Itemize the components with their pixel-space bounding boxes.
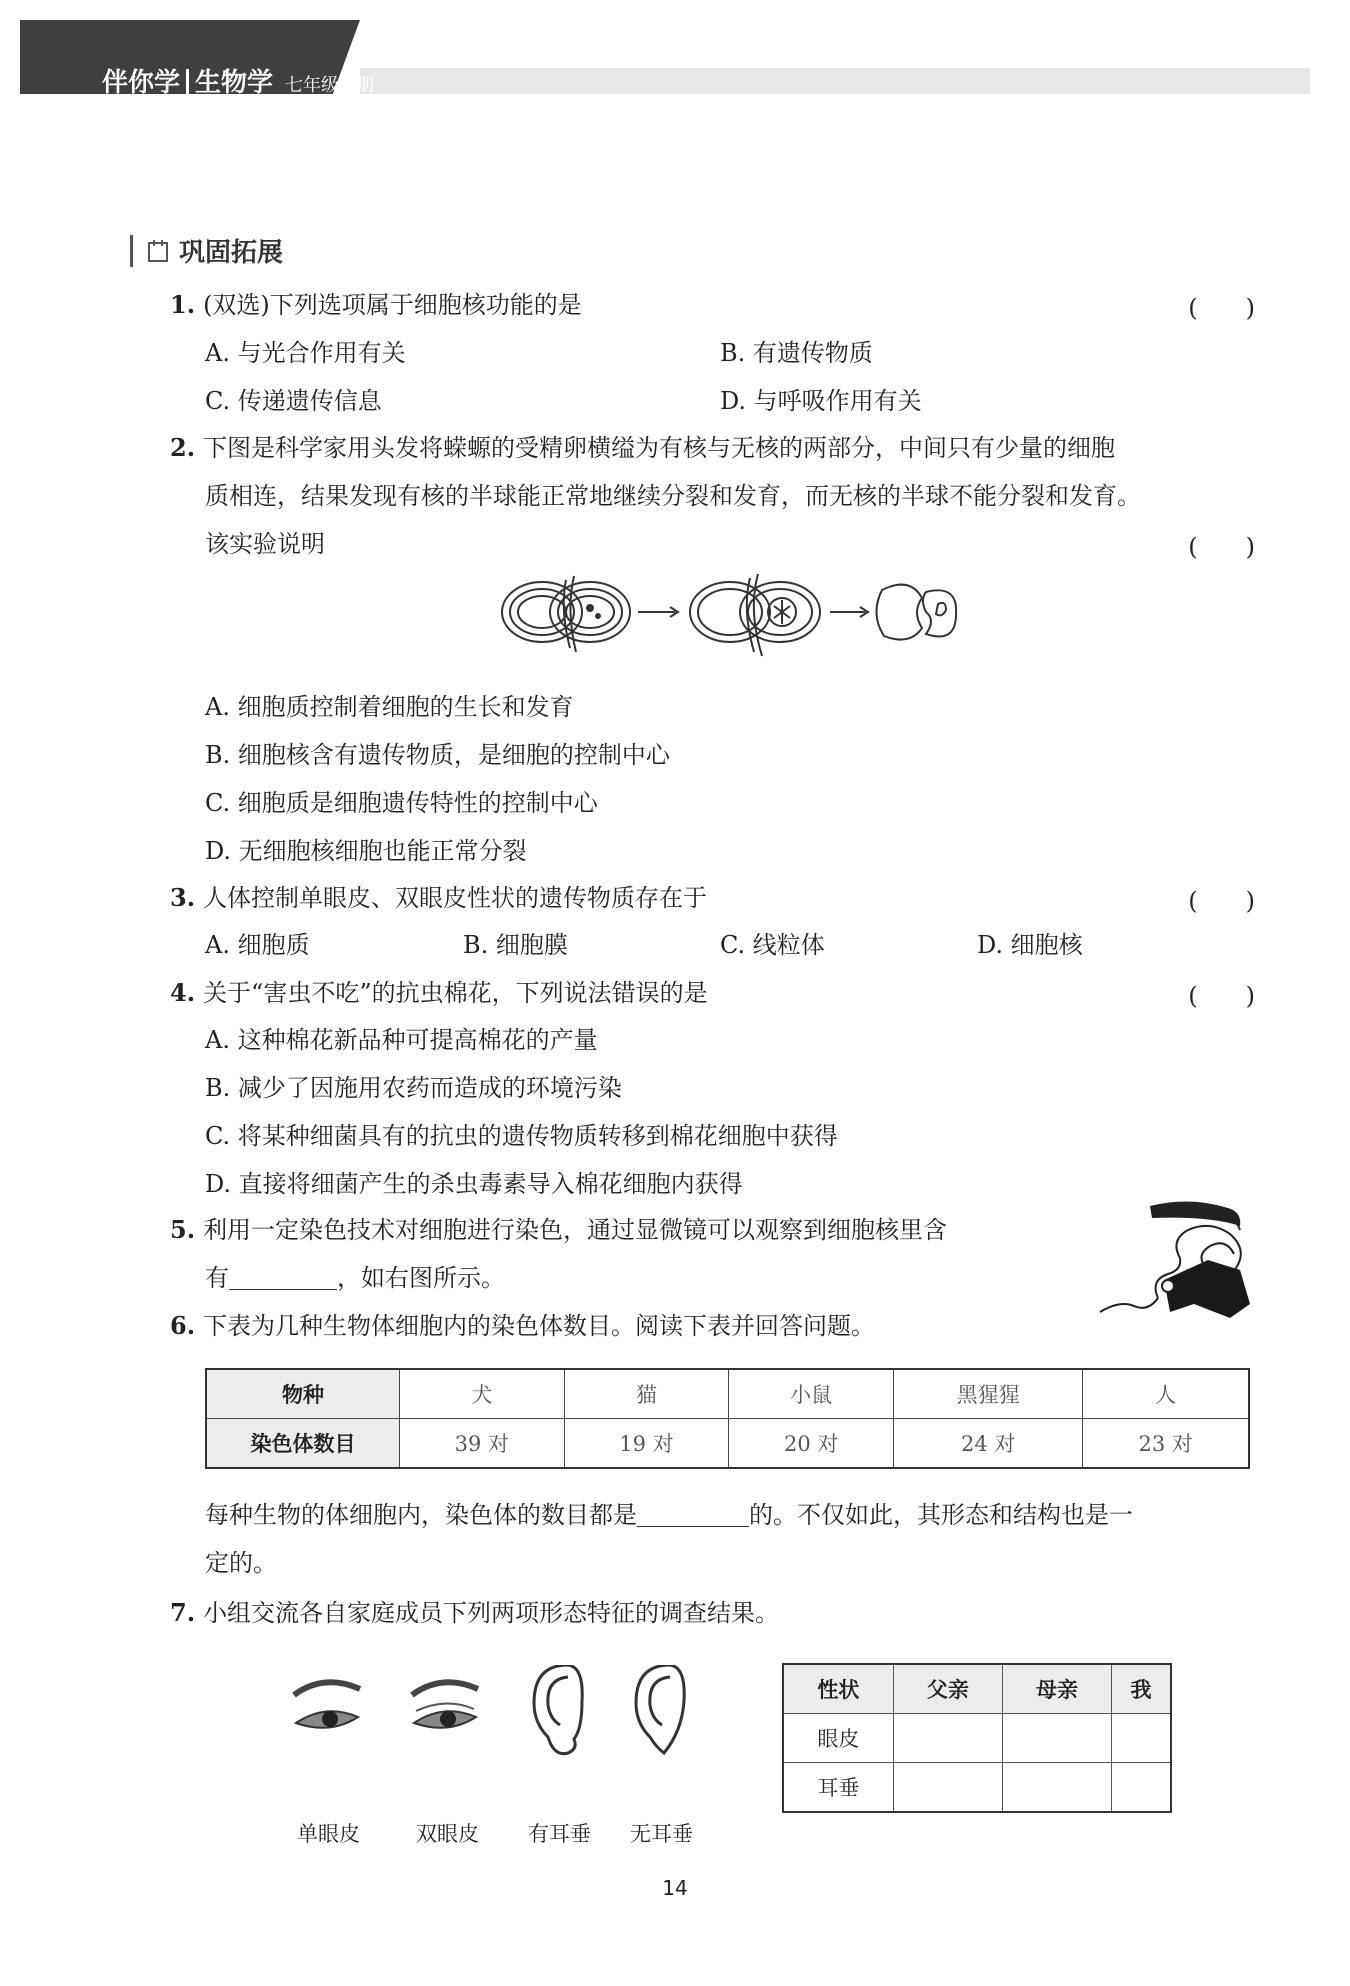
species-row — [206, 1369, 1249, 1419]
count-cell: 24 对 — [894, 1419, 1083, 1469]
q1-option-c[interactable]: C. 传递遗传信息 — [205, 387, 382, 415]
header-subject: 生物学 — [195, 68, 274, 98]
answer-cell[interactable] — [1002, 1763, 1111, 1813]
q6-followup-line1: 每种生物的体细胞内，染色体的数目都是 的。不仅如此，其形态和结构也是一 — [205, 1501, 1133, 1529]
father-header: 父亲 — [893, 1664, 1002, 1714]
answer-cell[interactable] — [893, 1714, 1002, 1763]
q2-option-a[interactable]: A. 细胞质控制着细胞的生长和发育 — [205, 693, 574, 721]
q2-option-d[interactable]: D. 无细胞核细胞也能正常分裂 — [205, 837, 527, 865]
q2-stem-line2: 质相连，结果发现有核的半球能正常地继续分裂和发育，而无核的半球不能分裂和发育。 — [205, 482, 1141, 510]
trait-header-row — [783, 1664, 1171, 1714]
count-cell: 23 对 — [1083, 1419, 1249, 1469]
caption-single-eyelid: 单眼皮 — [297, 1822, 360, 1846]
q1-option-a[interactable]: A. 与光合作用有关 — [205, 339, 406, 367]
earlobe-row — [783, 1763, 1171, 1813]
header-grade: 七年级上册 — [285, 75, 376, 96]
caption-double-eyelid: 双眼皮 — [416, 1822, 479, 1846]
page-number: 14 — [662, 1876, 688, 1900]
section-title: 巩固拓展 — [179, 238, 284, 268]
chromosome-count-table — [205, 1368, 1250, 1469]
q3-stem: 3. 人体控制单眼皮、双眼皮性状的遗传物质存在于 — [170, 883, 708, 912]
q5-stem-line2: 有 ，如右图所示。 — [205, 1264, 505, 1292]
trait-illustrations — [290, 1665, 690, 1775]
caption-without-earlobe: 无耳垂 — [630, 1822, 693, 1846]
q1-stem: 1. (双选)下列选项属于细胞核功能的是 — [170, 290, 582, 319]
q3-answer-paren[interactable]: ( ) — [1188, 887, 1255, 915]
q4-stem: 4. 关于“害虫不吃”的抗虫棉花，下列说法错误的是 — [170, 978, 708, 1007]
count-header: 染色体数目 — [206, 1419, 400, 1469]
q3-option-d[interactable]: D. 细胞核 — [977, 931, 1083, 959]
ear-without-lobe-image — [636, 1665, 684, 1753]
q6-answer-blank[interactable] — [637, 1502, 749, 1527]
species-cell: 人 — [1083, 1369, 1249, 1419]
q1-answer-paren[interactable]: ( ) — [1188, 294, 1255, 322]
q2-option-c[interactable]: C. 细胞质是细胞遗传特性的控制中心 — [205, 789, 598, 817]
species-cell: 小鼠 — [729, 1369, 894, 1419]
count-cell: 39 对 — [400, 1419, 565, 1469]
trait-header: 性状 — [783, 1664, 893, 1714]
trait-survey-table — [782, 1663, 1172, 1813]
row-label: 眼皮 — [783, 1714, 893, 1763]
q4-option-b[interactable]: B. 减少了因施用农药而造成的环境污染 — [205, 1074, 622, 1102]
answer-cell[interactable] — [1002, 1714, 1111, 1763]
q2-option-b[interactable]: B. 细胞核含有遗传物质，是细胞的控制中心 — [205, 741, 670, 769]
header-title — [102, 62, 375, 99]
ear-with-lobe-image — [534, 1665, 582, 1754]
eyelid-row — [783, 1714, 1171, 1763]
salamander-egg-diagram — [490, 570, 960, 670]
species-cell: 猫 — [564, 1369, 729, 1419]
header-brand: 伴你学 — [102, 68, 181, 98]
count-cell: 20 对 — [729, 1419, 894, 1469]
page-header — [20, 20, 1310, 98]
q5-stem-line1: 5. 利用一定染色技术对细胞进行染色，通过显微镜可以观察到细胞核里含 — [170, 1215, 948, 1244]
me-header: 我 — [1112, 1664, 1171, 1714]
species-cell: 黑猩猩 — [894, 1369, 1083, 1419]
row-label: 耳垂 — [783, 1763, 893, 1813]
answer-cell[interactable] — [1112, 1763, 1171, 1813]
notebook-icon — [147, 239, 169, 263]
q2-stem-line3: 该实验说明 — [205, 530, 325, 558]
count-row — [206, 1419, 1249, 1469]
q1-option-d[interactable]: D. 与呼吸作用有关 — [720, 387, 922, 415]
q6-stem: 6. 下表为几种生物体细胞内的染色体数目。阅读下表并回答问题。 — [170, 1311, 876, 1340]
answer-cell[interactable] — [1112, 1714, 1171, 1763]
species-cell: 犬 — [400, 1369, 565, 1419]
q6-followup-line2: 定的。 — [205, 1549, 277, 1577]
q5-answer-blank[interactable] — [229, 1265, 337, 1290]
q4-option-a[interactable]: A. 这种棉花新品种可提高棉花的产量 — [205, 1026, 598, 1054]
header-stripe — [360, 68, 1310, 94]
q2-answer-paren[interactable]: ( ) — [1188, 533, 1255, 561]
q3-option-a[interactable]: A. 细胞质 — [205, 931, 310, 959]
single-eyelid-image — [294, 1682, 360, 1728]
q3-option-c[interactable]: C. 线粒体 — [720, 931, 825, 959]
q4-option-c[interactable]: C. 将某种细菌具有的抗虫的遗传物质转移到棉花细胞中获得 — [205, 1122, 838, 1150]
species-header: 物种 — [206, 1369, 400, 1419]
q2-stem-line1: 2. 下图是科学家用头发将蝾螈的受精卵横缢为有核与无核的两部分，中间只有少量的细胞 — [170, 433, 1116, 462]
q3-option-b[interactable]: B. 细胞膜 — [463, 931, 568, 959]
caption-with-earlobe: 有耳垂 — [528, 1822, 591, 1846]
count-cell: 19 对 — [564, 1419, 729, 1469]
q4-option-d[interactable]: D. 直接将细菌产生的杀虫毒素导入棉花细胞内获得 — [205, 1170, 743, 1198]
section-heading — [130, 232, 283, 269]
answer-cell[interactable] — [893, 1763, 1002, 1813]
double-eyelid-image — [412, 1682, 478, 1728]
q7-stem: 7. 小组交流各自家庭成员下列两项形态特征的调查结果。 — [170, 1598, 780, 1627]
chromosome-figure — [1090, 1200, 1260, 1335]
q4-answer-paren[interactable]: ( ) — [1188, 982, 1255, 1010]
q1-option-b[interactable]: B. 有遗传物质 — [720, 339, 873, 367]
mother-header: 母亲 — [1002, 1664, 1111, 1714]
